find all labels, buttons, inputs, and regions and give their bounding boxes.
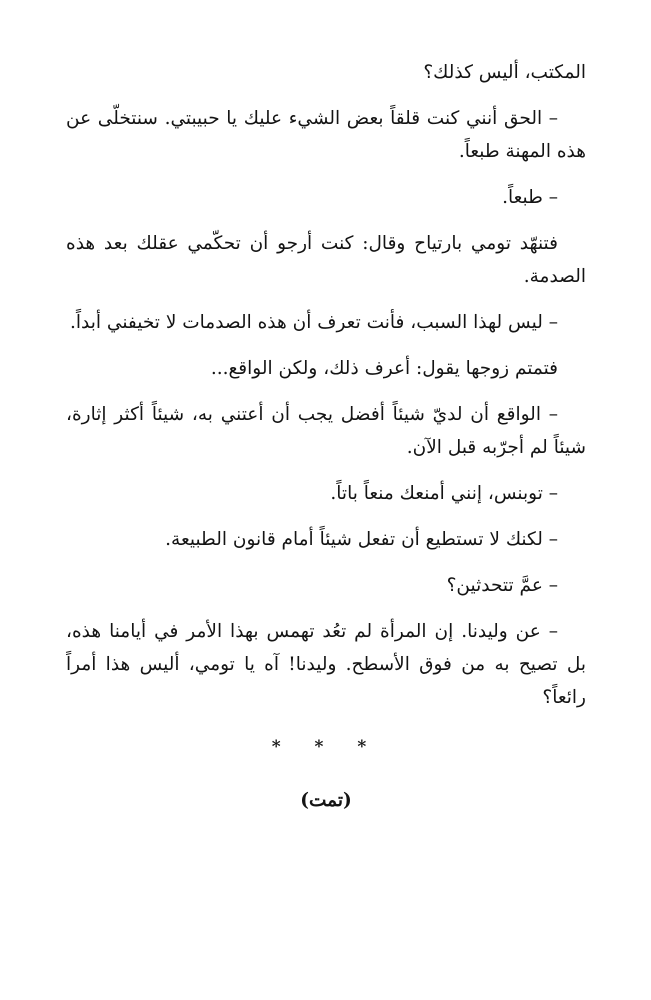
paragraph-1: المكتب، أليس كذلك؟ (423, 62, 586, 83)
paragraph-2: – الحق أنني كنت قلقاً بعض الشيء عليك يا حبيبتي. سنتخلّى عن هذه المهنة طبعاً. (66, 108, 586, 162)
page-text-block (66, 56, 586, 818)
paragraph-10: – عمَّ تتحدثين؟ (446, 575, 558, 596)
section-separator: * * * (271, 737, 381, 757)
paragraph-6: فتمتم زوجها يقول: أعرف ذلك، ولكن الواقع... (210, 358, 558, 379)
ending-mark: (تمت) (300, 790, 352, 811)
paragraph-7: – الواقع أن لديّ شيئاً أفضل يجب أن أعتني به، شيئاً أكثر إثارة، شيئاً لم أجرّبه قبل الآن. (66, 404, 586, 458)
paragraph-5: – ليس لهذا السبب، فأنت تعرف أن هذه الصدمات لا تخيفني أبداً. (70, 312, 558, 333)
paragraph-4: فتنهّد تومي بارتياح وقال: كنت أرجو أن تحكّمي عقلك بعد هذه الصدمة. (66, 233, 586, 287)
paragraph-3: – طبعاً. (502, 187, 558, 208)
paragraph-11: – عن وليدنا. إن المرأة لم تعُد تهمس بهذا الأمر في أيامنا هذه، بل تصيح به من فوق الأسطح. وليدنا! آه يا تومي، أليس هذا أمراً رائعاً؟ (66, 621, 586, 708)
paragraph-9: – لكنك لا تستطيع أن تفعل شيئاً أمام قانون الطبيعة. (165, 529, 558, 550)
paragraph-8: – توبنس، إنني أمنعك منعاً باتاً. (330, 483, 558, 504)
